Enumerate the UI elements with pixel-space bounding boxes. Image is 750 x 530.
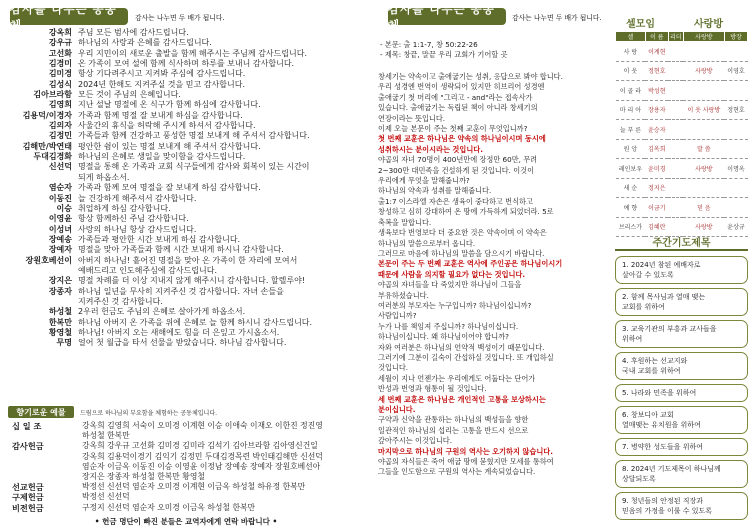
thanks-row bbox=[8, 338, 368, 348]
thanks-text: 하나님! 아버지 오는 새해에도 힘을 더 은잎고 가시옵소서. bbox=[78, 327, 280, 337]
thanks-subtitle: 감사는 나누면 두 배가 됩니다. bbox=[135, 14, 225, 22]
sermon-line: 마지막으로 하나님의 구원의 역사는 오기하지 않습니다. bbox=[378, 446, 553, 456]
cell-blank bbox=[668, 139, 683, 159]
thanks-row bbox=[8, 28, 368, 38]
sarang-host bbox=[724, 178, 747, 198]
cell-header: 셀 bbox=[616, 32, 646, 42]
sermon-line: 세월이 지나 언젠가는 우리에게도 어둡다는 단어가 bbox=[378, 373, 536, 383]
cell-header: 이 름 bbox=[645, 32, 668, 42]
sermon-line: 출1:7 이스라엘 자손은 생육이 중다하고 번식하고 bbox=[378, 196, 533, 206]
thanks-name: 김경미 bbox=[48, 59, 72, 69]
sermon-line: 창세기는 약속이고 출애굽기는 성취, 응답으로 봐야 합니다. bbox=[378, 72, 563, 81]
thanks-row bbox=[8, 266, 368, 276]
thanks-row bbox=[8, 173, 368, 183]
cell-leader: 장용자 bbox=[645, 100, 668, 120]
thanks-row bbox=[8, 90, 368, 100]
prayer-item bbox=[615, 492, 748, 520]
thanks-row bbox=[8, 318, 368, 328]
thanks-text: 아버지 하나님! 흩어진 명절을 맞아 온 가족이 한 자리에 모여서 bbox=[78, 255, 298, 265]
offering-names: 박정선 신선덕 bbox=[82, 492, 130, 502]
thanks-row bbox=[8, 162, 368, 172]
thanks-row bbox=[8, 69, 368, 79]
thanks-row bbox=[8, 100, 368, 110]
thanks-name: 이영윤 bbox=[48, 214, 72, 224]
sarang-name: 사랑방 bbox=[683, 159, 724, 179]
cell-name: 늘 푸 른 bbox=[616, 120, 646, 140]
offering-row bbox=[12, 482, 367, 492]
cell-row bbox=[616, 42, 748, 62]
cell-name: 사 랑 bbox=[616, 42, 646, 62]
cell-leader: 박성현 bbox=[645, 81, 668, 101]
sermon-line: 본문이 주는 두 번째 교훈은 역사에 주인공은 하나님이시기 bbox=[378, 259, 563, 269]
thanks-text: 지난 설날 명절에 온 식구가 함께 하심에 감사합니다. bbox=[78, 100, 261, 110]
prayer-line: 4. 후원하는 선교지와 bbox=[622, 357, 688, 365]
cell-title: 셀모임 bbox=[626, 19, 655, 30]
offering-category: 십 일 조 bbox=[12, 421, 42, 431]
cell-blank bbox=[668, 42, 683, 62]
sermon-line: 반성과 번영과 형통이 될 것입니다. bbox=[378, 384, 487, 394]
prayer-item bbox=[615, 320, 748, 348]
sermon-line: 그러므로 마음에 하나님의 말씀을 담으시기 바랍니다. bbox=[378, 248, 545, 258]
thanks-name: 이성녀 bbox=[48, 224, 72, 234]
sermon-line: 성취하시는 분이시라는 것입니다. bbox=[378, 144, 483, 154]
offering-row bbox=[12, 441, 367, 451]
cell-row bbox=[616, 139, 748, 159]
thanks-name bbox=[8, 173, 78, 183]
sarang-name bbox=[683, 42, 724, 62]
sarang-name bbox=[683, 81, 724, 101]
prayer-line: 3. 교육기관의 부흥과 교사들을 bbox=[622, 325, 717, 333]
thanks-name: 김미경 bbox=[48, 69, 72, 79]
offering-note: 드림으로 하나님의 부요함을 체험하는 공동체입니다. bbox=[80, 410, 218, 417]
sermon-line: 하나님의 약속과 성취를 말해줍니다. bbox=[378, 186, 492, 196]
offering-names: 강옥희 강우규 고선화 김미경 김미라 김석기 김아브라함 김아영신건일 bbox=[82, 441, 318, 451]
cell-blank bbox=[668, 120, 683, 140]
sermon-line: 구약과 신약을 관통하는 하나님의 백성들을 향한 bbox=[378, 415, 529, 425]
offering-row bbox=[12, 503, 367, 513]
cell-blank bbox=[668, 178, 683, 198]
prayer-line: 살아갈 수 있도록 bbox=[622, 271, 674, 279]
sermon-line: 자와 여러분은 하나님의 언약적 백성이기 때문입니다. bbox=[378, 342, 545, 352]
offering-category: 구제헌금 bbox=[12, 492, 44, 503]
sermon-line: 2~300만 대민족을 건설하게 된 것입니다. 이것이 bbox=[378, 165, 535, 175]
thanks-name: 이동진 bbox=[48, 193, 72, 203]
thanks-text: 지켜주신 것 감사합니다. bbox=[78, 296, 163, 306]
sermon-line: 있습니다. 출애굽기는 독립된 책이 아니라 창세기의 bbox=[378, 103, 538, 113]
thanks-name: 김성식 bbox=[48, 79, 72, 89]
thanks-row bbox=[8, 142, 368, 152]
thanks-name: 장예자 bbox=[48, 245, 72, 255]
thanks-text: 모든 것이 주님의 은혜입니다. bbox=[78, 90, 181, 100]
prayer-line: 국내 교회를 위하여 bbox=[622, 367, 681, 375]
thanks-name: 염순자 bbox=[48, 183, 72, 193]
cell-leader: 윤미경 bbox=[645, 159, 668, 179]
thanks-text: 가족들과 평안한 시간 보내게 하심 감사합니다. bbox=[78, 234, 241, 244]
prayer-line: 상달되도록 bbox=[622, 475, 656, 483]
cell-leader: 이금기 bbox=[645, 198, 668, 218]
thanks-name: 김영희 bbox=[48, 100, 72, 110]
sermon-body bbox=[378, 72, 610, 478]
thanks-text: 항상 기다려주시고 지켜봐 주심에 감사드립니다. bbox=[78, 69, 246, 79]
sarang-name: 믿 음 bbox=[683, 198, 724, 218]
sermon-line: 하나님이십니다. 왜 하나님이어야 합니까? bbox=[378, 332, 509, 342]
cell-blank bbox=[668, 159, 683, 179]
thanks-name: 하성철 bbox=[48, 307, 72, 317]
offering-row bbox=[12, 462, 367, 472]
cell-name: 예 향 bbox=[616, 198, 646, 218]
cell-name: 마 리 아 bbox=[616, 100, 646, 120]
thanks-row bbox=[8, 152, 368, 162]
thanks-row bbox=[8, 131, 368, 141]
thanks-name: 김용덕/이경자 bbox=[22, 110, 72, 120]
cell-blank bbox=[668, 100, 683, 120]
thanks-row bbox=[8, 287, 368, 297]
prayer-line: 위하여 bbox=[622, 335, 643, 343]
thanks-name bbox=[8, 266, 78, 276]
offering-names: 박정선 신선덕 염순자 오미경 이계현 이금옥 하성철 하유정 한복만 bbox=[82, 482, 306, 492]
thanks-name: 장종자 bbox=[48, 286, 72, 296]
offering-category bbox=[12, 472, 72, 482]
right-page bbox=[378, 0, 750, 530]
sermon-section bbox=[378, 40, 610, 478]
sermon-line: 일관적인 하나님의 섭리는 고통을 반드시 선으로 bbox=[378, 425, 529, 435]
sarang-host bbox=[724, 42, 747, 62]
offering-names: 구정지 신선덕 염순자 오미경 이금옥 하성철 한복만 bbox=[82, 502, 256, 512]
thanks-text: 가족과 함께 명절 잘 보내게 하심을 감사합니다. bbox=[78, 110, 243, 120]
thanks-name: 황영철 bbox=[48, 327, 72, 337]
sermon-line: 부유하셨습니다. bbox=[378, 290, 429, 300]
sarang-host: 윤상규 bbox=[724, 217, 747, 237]
sermon-ref-text: - 본문: 출 1:1-7, 창 50:22-26 bbox=[380, 40, 478, 49]
thanks-name: 무명 bbox=[56, 338, 72, 348]
cell-row bbox=[616, 100, 748, 120]
thanks-row bbox=[8, 225, 368, 235]
cell-row bbox=[616, 120, 748, 140]
thanks-text: 우리 지민이의 새로운 출발을 함께 해주시는 주님께 감사드립니다. bbox=[78, 48, 307, 58]
thanks-name: 이승 bbox=[56, 203, 72, 213]
cell-table bbox=[615, 31, 748, 237]
offering-category: 감사헌금 bbox=[12, 441, 44, 452]
offering-category: 비전헌금 bbox=[12, 502, 44, 513]
sermon-line: 야곱의 자식들은 죽어 애굽 땅에 묻혔지만 모세를 통하여 bbox=[378, 457, 554, 467]
sermon-line: 야곱의 자녀 70명이 400년만에 장정만 60만, 무려 bbox=[378, 155, 538, 165]
cell-name: 레인보우 bbox=[616, 159, 646, 179]
prayer-item bbox=[615, 460, 748, 488]
sermon-line: 사람입니까? bbox=[378, 311, 417, 321]
prayer-item bbox=[615, 352, 748, 380]
sermon-line: 여러분의 부모자는 누구입니까? 하나님이십니까? bbox=[378, 300, 532, 310]
thanks-text: 명절을 맞아 가족들과 함께 시간 보내게 하시니 감사합니다. bbox=[78, 245, 284, 255]
prayer-line: 열매맺는 유치원을 위하여 bbox=[622, 421, 701, 429]
cell-leader: 이계현 bbox=[645, 42, 668, 62]
thanks-row bbox=[8, 194, 368, 204]
cell-row bbox=[616, 159, 748, 179]
thanks-name: 김정민 bbox=[48, 131, 72, 141]
thanks-text: 하나님의 사랑과 은혜를 감사드립니다. bbox=[78, 38, 212, 48]
cell-leader: 김혜란 bbox=[645, 217, 668, 237]
cell-leader: 정현호 bbox=[645, 61, 668, 81]
sermon-line: 이제 오늘 본문이 주는 첫째 교훈이 무엇입니까? bbox=[378, 124, 528, 134]
thanks-text: 2우러 헌금도 주님의 은혜로 살아가게 하옵소서. bbox=[78, 307, 246, 317]
prayer-line: 5. 나라와 민족을 위하여 bbox=[622, 389, 697, 397]
cell-name: 새 순 bbox=[616, 178, 646, 198]
sarang-host bbox=[724, 120, 747, 140]
offering-category bbox=[12, 452, 72, 462]
thanks-row bbox=[8, 183, 368, 193]
sarang-host bbox=[724, 139, 747, 159]
sermon-line: 것입니다. bbox=[378, 363, 409, 373]
thanks-row bbox=[8, 235, 368, 245]
thanks-row bbox=[8, 328, 368, 338]
thanks-text: 사랑의 하나님 항상 감사드립니다. bbox=[78, 224, 197, 234]
sarang-name: 말 씀 bbox=[683, 139, 724, 159]
offering-row bbox=[12, 431, 367, 441]
cell-blank bbox=[668, 198, 683, 218]
prayer-line: 7. 병약한 성도들을 위하여 bbox=[622, 443, 703, 451]
sermon-line: 분이십니다. bbox=[378, 405, 416, 414]
sermon-line: 출애굽기 첫 머리에 "그리고 - and"라는 접속사가 bbox=[378, 92, 533, 102]
thanks-name: 장지은 bbox=[48, 276, 72, 286]
sermon-line: 우리 성경엔 번역이 생략되어 있지만 히브리어 성경엔 bbox=[378, 82, 545, 92]
thanks-text: 얼어 첫 월급을 타서 선물을 받았습니다. 하나님 감사합니다. bbox=[78, 338, 287, 348]
thanks-name: 김해만/박연태 bbox=[22, 141, 72, 151]
cell-row bbox=[616, 178, 748, 198]
prayer-line: 믿음의 가정을 이룰 수 있도록 bbox=[622, 507, 713, 515]
thanks-text: 항상 함께하신 주님 감사합니다. bbox=[78, 214, 189, 224]
prayer-item bbox=[615, 288, 748, 316]
cell-header: 방장 bbox=[724, 32, 747, 42]
sarang-host: 이영호 bbox=[724, 61, 747, 81]
cell-leader: 윤승자 bbox=[645, 120, 668, 140]
thanks-row bbox=[8, 245, 368, 255]
sarang-host bbox=[724, 198, 747, 218]
cell-row bbox=[616, 61, 748, 81]
thanks-text: 2024년 한해도 지켜주실 것을 믿고 감사합니다. bbox=[78, 79, 245, 89]
offering-names: 장지은 장종자 하성철 한복만 황영철 bbox=[82, 472, 205, 482]
thanks-name: 장원호베선이 bbox=[25, 255, 72, 265]
offering-row bbox=[12, 452, 367, 462]
sermon-line: 첫 번째 교훈은 하나님은 약속의 하나님이시며 동시에 bbox=[378, 134, 546, 144]
offering-row bbox=[12, 492, 367, 502]
prayer-line: 교회를 위하여 bbox=[622, 303, 665, 311]
sermon-line: 그들을 인도함으로 구원의 역사는 계속되었습니다. bbox=[378, 467, 536, 477]
thanks-text: 하나님 아버지 온 가족을 위에 은혜로 늘 함께 하시니 감사드립니다. bbox=[78, 317, 313, 327]
prayer-line: 2. 함께 목사님과 열매 맺는 bbox=[622, 293, 706, 301]
thanks-name bbox=[8, 297, 78, 307]
offering-title: 향기로운 예물 bbox=[8, 406, 74, 418]
sermon-line: 누가 나를 책임져 주십니까? 하나님이십니다. bbox=[378, 321, 519, 331]
sarang-host: 이명옥 bbox=[724, 159, 747, 179]
cell-header: 사랑방 bbox=[683, 32, 724, 42]
thanks-name: 고선화 bbox=[48, 48, 72, 58]
prayer-item bbox=[615, 256, 748, 284]
prayer-item bbox=[615, 438, 748, 456]
thanks-text: 명절 차례를 더 이상 지내지 않게 해주시니 감사합니다. 할렐루야! bbox=[78, 276, 306, 286]
offering-category: 선교헌금 bbox=[12, 482, 44, 493]
thanks-text: 가족과 함께 모여 명절을 잘 보내게 하심 감사합니다. bbox=[78, 183, 261, 193]
offering-names: 하성철 한복만 bbox=[82, 431, 130, 441]
sarang-name: 사랑방 bbox=[683, 61, 724, 81]
thanks-name: 한복만 bbox=[48, 317, 72, 327]
sarang-name bbox=[683, 120, 724, 140]
offering-row bbox=[12, 472, 367, 482]
thanks-text: 주님 모든 범사에 감사드립니다. bbox=[78, 28, 189, 37]
cell-row bbox=[616, 81, 748, 101]
cell-blank bbox=[668, 61, 683, 81]
sermon-line: 축복을 말합니다. bbox=[378, 217, 432, 227]
sermon-line: 때문에 사람을 의지할 필요가 없다는 것입니다. bbox=[378, 269, 526, 279]
sarang-name bbox=[683, 178, 724, 198]
cell-name: 원 앙 bbox=[616, 139, 646, 159]
sermon-line: 창성하고 심히 강대하여 온 땅에 가득하게 되었더라. 5로 bbox=[378, 207, 554, 217]
thanks-name: 두대김경화 bbox=[33, 152, 72, 162]
cell-row bbox=[616, 198, 748, 218]
prayer-title: 주간기도제목 bbox=[615, 234, 748, 251]
thanks-row bbox=[8, 297, 368, 307]
offering-footer: • 헌금 명단이 빠진 분들은 교역자에게 연락 바랍니다 • bbox=[94, 517, 278, 526]
sermon-line: 그러기에 그분이 길숙이 간섭하실 것입니다. 또 개입하실 bbox=[378, 352, 554, 362]
sermon-line: 야곱의 자녀들을 다 죽었지만 하나님이 그들을 bbox=[378, 280, 522, 290]
thanks-list bbox=[8, 28, 368, 349]
thanks-row bbox=[8, 80, 368, 90]
prayer-item bbox=[615, 384, 748, 402]
cell-header: 리더 bbox=[668, 32, 683, 42]
sermon-title-text: - 제목: 창끝, 말끝 우리 교회가 기어할 곳 bbox=[380, 50, 508, 59]
thanks-row bbox=[8, 256, 368, 266]
cell-leader: 정지은 bbox=[645, 178, 668, 198]
prayer-line: 6. 창보디아 교회 bbox=[622, 411, 674, 419]
cell-name: 브리스가 bbox=[616, 217, 646, 237]
thanks-text: 평안한 쉼이 있는 명절 보내게 해 주셔서 감사합니다. bbox=[78, 141, 261, 151]
left-page bbox=[0, 0, 372, 530]
sarang-title: 사랑방 bbox=[694, 19, 723, 30]
sermon-line: 우리에게 무엇을 말해줍니까? bbox=[378, 176, 470, 186]
thanks-row bbox=[8, 111, 368, 121]
thanks-text: 늘 건강하게 해주셔서 감사합니다. bbox=[78, 193, 197, 203]
sermon-line: 갚아주시는 이것입니다. bbox=[378, 436, 453, 446]
offering-names: 염순자 이금옥 이동진 이승 이영윤 이정남 장예송 장예자 장원호베선아 bbox=[82, 461, 321, 471]
cell-blank bbox=[668, 81, 683, 101]
cell-leader: 김옥희 bbox=[645, 139, 668, 159]
prayer-item bbox=[615, 406, 748, 434]
thanks-text: 되게 하옵소서. bbox=[78, 172, 130, 182]
sermon-line: 생육보다 번영보다 더 중요한 것은 약속이며 이 약속은 bbox=[378, 228, 547, 238]
thanks-row bbox=[8, 307, 368, 317]
thanks-text: 하나님 일년을 무사히 지켜주신 것 감사합니다. 자녀 손들을 bbox=[78, 286, 284, 296]
sarang-host: 정현호 bbox=[724, 100, 747, 120]
sarang-host bbox=[724, 81, 747, 101]
sermon-line: 연장이라는 뜻입니다. bbox=[378, 113, 446, 123]
offering-category bbox=[12, 431, 72, 441]
prayer-line: 1. 2024년 참된 예배자로 bbox=[622, 261, 701, 269]
thanks-row bbox=[8, 59, 368, 69]
thanks-row bbox=[8, 276, 368, 286]
thanks-name: 강옥희 bbox=[48, 28, 72, 37]
offering-list bbox=[12, 421, 367, 513]
offering-category bbox=[12, 462, 72, 472]
thanks-text: 사울간의 휴식을 허락해 주시게 하셔서 감사합니다. bbox=[78, 121, 256, 131]
offering-names: 강옥희 김용덕이경기 김익기 김정민 두대김경목련 박인태김해만 신선덕 bbox=[82, 451, 323, 461]
thanks-row bbox=[8, 121, 368, 131]
thanks-text: 하나님의 은혜로 생일을 맞이함을 감사드립니다. bbox=[78, 152, 246, 162]
sermon-line: 세 번째 교훈은 하나님은 개인적인 고통을 보상하시는 bbox=[378, 394, 546, 404]
offering-row bbox=[12, 421, 367, 431]
thanks-text: 취업하게 하심 감사합니다. bbox=[78, 203, 171, 213]
sermon-subtitle: 감사는 나누면 두 배가 됩니다. bbox=[512, 14, 602, 22]
thanks-row bbox=[8, 214, 368, 224]
thanks-text: 예배드리고 인도해주심에 감사드립니다. bbox=[78, 265, 218, 275]
prayer-line: 8. 2024년 기도제목이 하나님께 bbox=[622, 465, 721, 473]
sarang-name: 이 웃 사랑방 bbox=[683, 100, 724, 120]
thanks-row bbox=[8, 204, 368, 214]
cell-name: 이 골 라 bbox=[616, 81, 646, 101]
prayer-line: 9. 청년들의 안정된 직장과 bbox=[622, 497, 703, 505]
thanks-name: 김아브라함 bbox=[33, 90, 72, 100]
prayer-list bbox=[615, 256, 748, 524]
thanks-text: 가족들과 함께 건강하고 풍성한 명절 보내게 해 주셔서 감사합니다. bbox=[78, 131, 310, 141]
thanks-name: 장예송 bbox=[48, 234, 72, 244]
thanks-name: 신선덕 bbox=[48, 162, 72, 172]
thanks-row bbox=[8, 49, 368, 59]
thanks-text: 명절을 통해 온 가족과 교회 식구들에게 감사와 회복이 있는 시간이 bbox=[78, 162, 310, 172]
cell-name: 이 웃 bbox=[616, 61, 646, 81]
sermon-title: 감사를 나누는 공동체 bbox=[388, 8, 506, 25]
thanks-title: 감사를 나누는 공동체 bbox=[10, 8, 128, 25]
thanks-row bbox=[8, 38, 368, 48]
offering-names: 강옥희 김영희 서숙이 오미경 이계현 이승 이애숙 이재오 이한진 정진영 bbox=[82, 421, 323, 430]
sermon-line: 하나님의 말씀으로부터 옵니다. bbox=[378, 238, 476, 248]
thanks-name: 강우규 bbox=[48, 38, 72, 48]
thanks-name: 김의자 bbox=[48, 121, 72, 131]
sarang-name: 사랑방 bbox=[683, 217, 724, 237]
thanks-text: 온 가족이 모여 설에 함께 식사하며 하루를 보내니 감사합니다. bbox=[78, 59, 295, 69]
